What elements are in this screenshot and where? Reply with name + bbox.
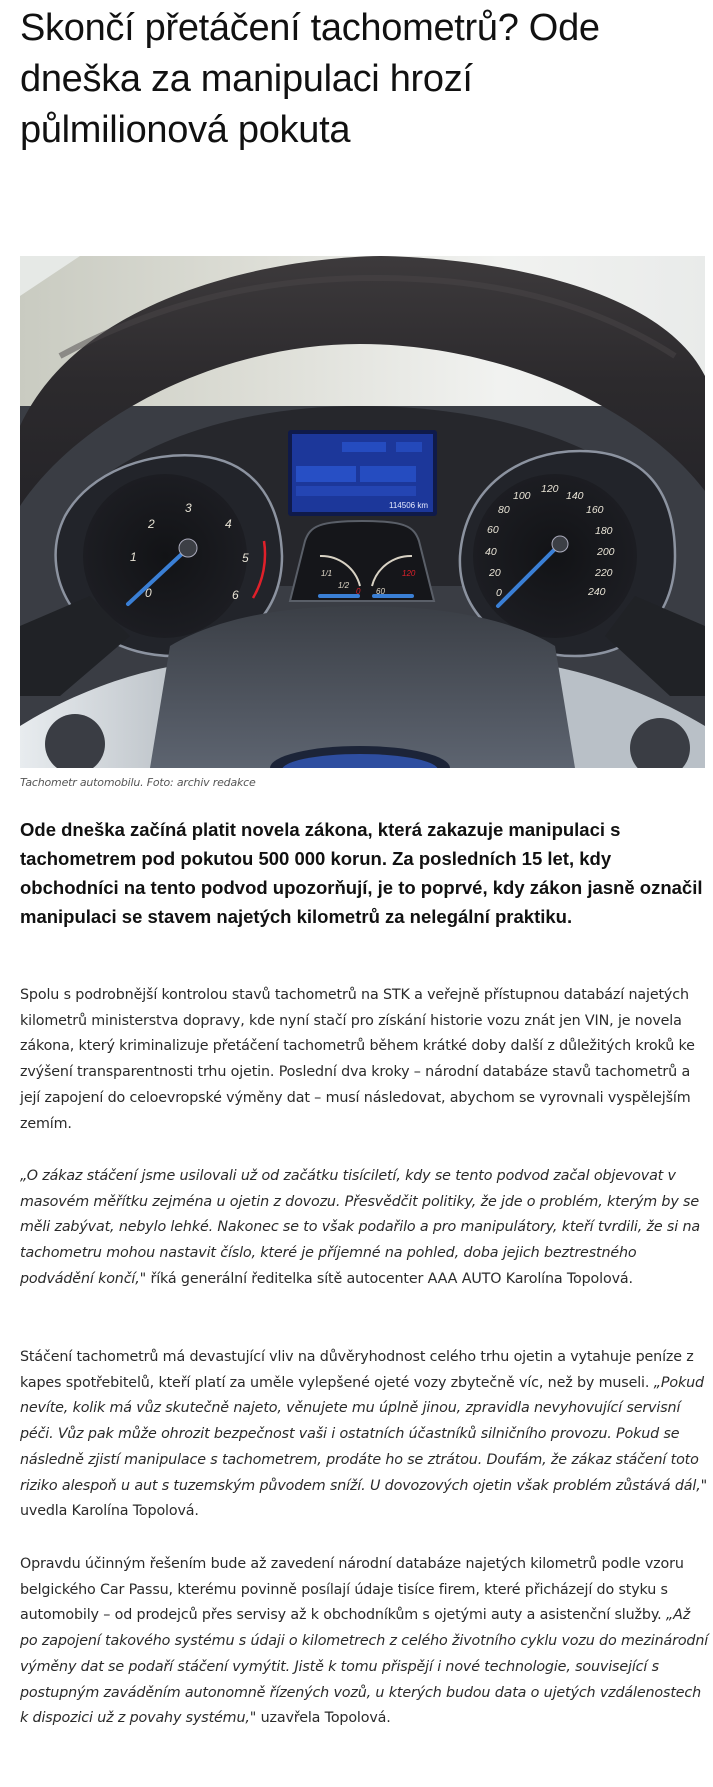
svg-text:220: 220 [595, 567, 613, 579]
svg-text:1/2: 1/2 [338, 581, 350, 590]
svg-text:140: 140 [566, 490, 584, 502]
odometer-reading: 114506 km [389, 501, 428, 510]
article-paragraph [20, 1345, 710, 1525]
quote-attribution: " říká generální ředitelka sítě autocenter AAA AUTO Karolína Topolová. [139, 1270, 633, 1287]
svg-text:160: 160 [586, 504, 604, 516]
svg-text:60: 60 [487, 524, 499, 536]
svg-text:100: 100 [513, 490, 531, 502]
article [20, 0, 709, 1727]
svg-text:180: 180 [595, 525, 613, 537]
dashboard-photo-illustration [20, 256, 705, 768]
svg-text:200: 200 [597, 546, 615, 558]
quote-text: „O zákaz stáčení jsme usilovali už od začátku tisíciletí, kdy se tento podvod začal objevovat v masovém měřítku zejména u ojetin z dovozu. Přesvědčit politiky, že jde o problém, kterým by se měli zabývat, nebylo lehké. Nakonec se to však podařilo a pro manipulátory, kteří tvrdili, že si na tachometru mohou nastavit číslo, které je příjemné na pohled, doba jejich beztrestného podvádění končí, [20, 1168, 700, 1287]
article-paragraph [20, 983, 710, 1137]
article-lead: Ode dneška začíná platit novela zákona, která zakazuje manipulaci s tachometrem pod pokutou 500 000 korun. Za posledních 15 let, kdy obchodníci na tento podvod upozorňují, je to poprvé, kdy zákon jasně označil manipulaci se stavem najetých kilometrů za nelegální praktiku. [20, 819, 703, 927]
svg-text:6: 6 [232, 588, 239, 602]
article-title: Skončí přetáčení tachometrů? Ode dneška za manipulaci hrozí půlmilionová pokuta [20, 7, 600, 151]
svg-text:20: 20 [489, 567, 501, 579]
svg-text:0: 0 [496, 587, 502, 599]
quote-text: „Pokud nevíte, kolik má vůz skutečně najeto, věnujete mu úplně jinou, zpravidla nevyhovující servisní péči. Vůz pak může ohrozit bezpečnost vaši i ostatních účastníků silničního provozu. Pokud se následně zjistí manipulace s tachometrem, prodáte ho se ztrátou. Doufám, že zákaz stáčení toto riziko alespoň u aut s tuzemským původem sníží. U dovozových ojetin však problém zůstává dál, [20, 1374, 704, 1494]
svg-text:120: 120 [402, 569, 416, 578]
svg-text:80: 80 [498, 504, 510, 516]
fuel-temp-gauges [290, 521, 434, 601]
svg-text:0: 0 [145, 586, 152, 600]
paragraph-text: Spolu s podrobnější kontrolou stavů tachometrů na STK a veřejně přístupnou databází najetých kilometrů ministerstva dopravy, kde nyní stačí pro získání historie vozu znát jen VIN, je novela zákona, který kriminalizuje přetáčení tachometrů během krátké doby další z důležitých kroků ke zvýšení transparentnosti trhu ojetin. Poslední dva kroky – národní databáze stavů tachometrů a její zapojení do celoevropské výměny dat – musí následovat, abychom se vyrovnali vyspělejším zemím. [20, 987, 695, 1132]
svg-text:120: 120 [541, 483, 559, 495]
quote-attribution: " uvedla Karolína Topolová. [20, 1477, 708, 1520]
svg-text:40: 40 [485, 546, 497, 558]
svg-text:1/1: 1/1 [321, 569, 333, 578]
svg-text:1: 1 [130, 550, 137, 564]
photo-caption: Tachometr automobilu. Foto: archiv redakce [20, 776, 256, 789]
paragraph-text: Opravdu účinným řešením bude až zavedení národní databáze najetých kilometrů podle vzoru belgického Car Passu, kterému povinně posílají údaje tisíce firem, které přicházejí do styku s automobily – od prodejců přes servisy až k obchodníkům s ojetými auty a asistenční služby. [20, 1556, 684, 1624]
svg-text:4: 4 [225, 517, 232, 531]
paragraph-text: Stáčení tachometrů má devastující vliv na důvěryhodnost celého trhu ojetin a vytahuje peníze z kapes spotřebitelů, kteří platí za uměle vylepšené ojeté vozy zbytečně víc, než by museli. [20, 1349, 694, 1391]
svg-text:3: 3 [185, 501, 192, 515]
quote-text: „Až po zapojení takového systému s údaji o kilometrech z celého životního cyklu vozu do mezinárodní výměny dat se podaří stáčení vymýtit. Jistě k tomu přispějí i nové technologie, související s postupným zaváděním autonomně řízených vozů, u kterých budou data o ujetých vzdálenostech k dispozici už z povahy systému, [20, 1607, 709, 1727]
svg-text:240: 240 [588, 586, 606, 598]
svg-text:5: 5 [242, 551, 249, 565]
article-paragraph [20, 1164, 710, 1293]
svg-text:60: 60 [376, 587, 385, 596]
quote-attribution: " uzavřela Topolová. [249, 1710, 391, 1727]
article-paragraph [20, 1552, 710, 1732]
svg-text:2: 2 [148, 517, 155, 531]
svg-text:0: 0 [356, 587, 361, 596]
article-photo [20, 256, 705, 768]
